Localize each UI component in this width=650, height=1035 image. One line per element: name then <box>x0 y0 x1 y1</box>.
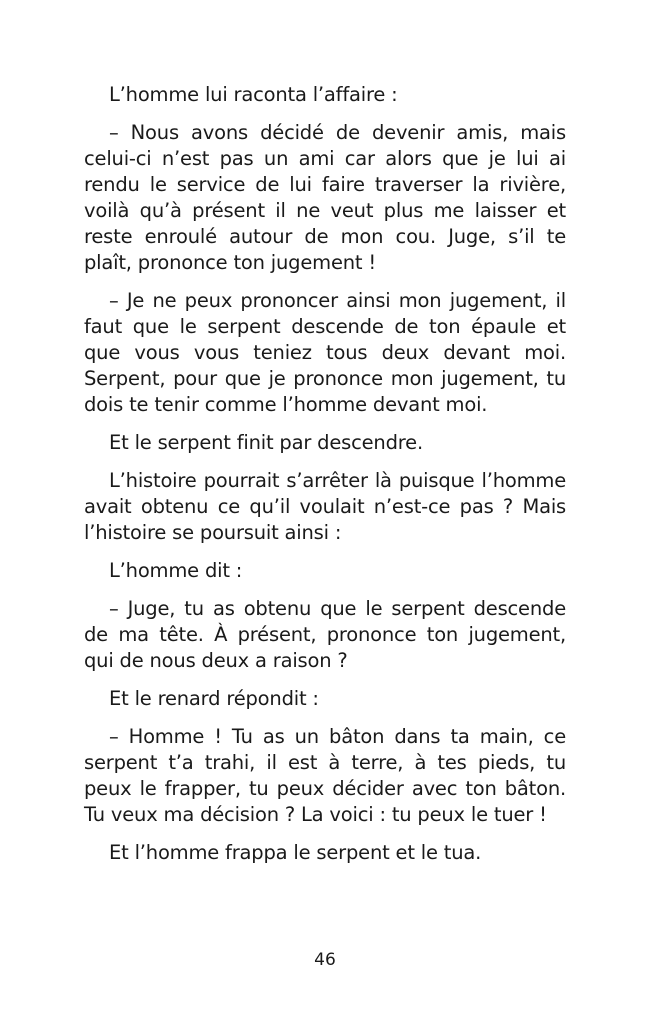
paragraph: Et l’homme frappa le serpent et le tua. <box>109 841 482 864</box>
page-body <box>84 82 566 878</box>
paragraph: L’histoire pourrait s’arrêter là puisque l’homme avait obtenu ce qu’il voulait n’est-ce pas ? Mais l’histoire se poursuit ainsi : <box>84 469 566 544</box>
paragraph: – Juge, tu as obtenu que le serpent descende de ma tête. À présent, prononce ton jugement, qui de nous deux a raison ? <box>84 597 566 672</box>
paragraph: – Je ne peux prononcer ainsi mon jugement, il faut que le serpent descende de ton épaule et que vous vous teniez tous deux devant moi. Serpent, pour que je prononce mon jugement, tu dois te tenir comme l’homme devant moi. <box>84 289 566 416</box>
paragraph: – Homme ! Tu as un bâton dans ta main, ce serpent t’a trahi, il est à terre, à tes pieds, tu peux le frapper, tu peux décider avec ton bâton. Tu veux ma décision ? La voici : tu peux le tuer ! <box>84 725 566 826</box>
paragraph: Et le serpent finit par descendre. <box>109 431 423 454</box>
paragraph: – Nous avons décidé de devenir amis, mais celui-ci n’est pas un ami car alors que je lui ai rendu le service de lui faire traverser la rivière, voilà qu’à présent il ne veut plus me laisser et reste enroulé autour de mon cou. Juge, s’il te plaît, prononce ton jugement ! <box>84 121 566 274</box>
paragraph: Et le renard répondit : <box>109 687 319 710</box>
paragraph: L’homme dit : <box>109 559 243 582</box>
paragraph: L’homme lui raconta l’affaire : <box>109 83 398 106</box>
page-number: 46 <box>314 950 336 970</box>
